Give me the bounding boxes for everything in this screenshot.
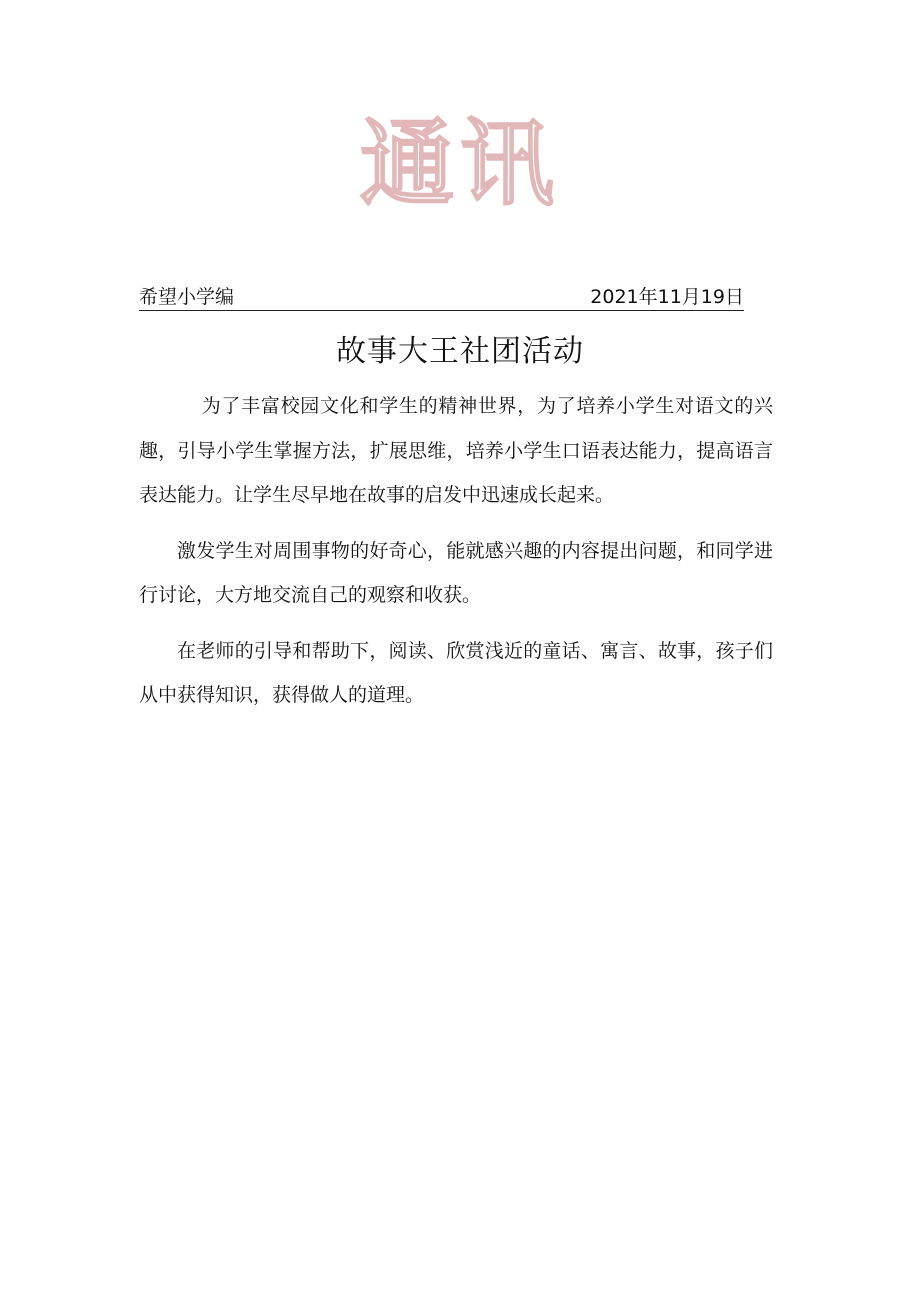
paragraph-1: 为了丰富校园文化和学生的精神世界，为了培养小学生对语文的兴趣，引导小学生掌握方法，扩展思维，培养小学生口语表达能力，提高语言表达能力。让学生尽早地在故事的启发中迅速成长起来。 bbox=[139, 395, 773, 506]
paragraph-2: 激发学生对周围事物的好奇心，能就感兴趣的内容提出问题，和同学进行讨论，大方地交流自己的观察和收获。 bbox=[139, 539, 773, 606]
header-line bbox=[139, 284, 744, 311]
article-title: 故事大王社团活动 bbox=[336, 334, 584, 369]
newsletter-masthead: 通讯 bbox=[359, 110, 560, 219]
article-body bbox=[139, 384, 773, 729]
editor-label: 希望小学编 bbox=[139, 286, 235, 308]
paragraph-3: 在老师的引导和帮助下，阅读、欣赏浅近的童话、寓言、故事，孩子们从中获得知识，获得做人的道理。 bbox=[139, 639, 773, 706]
issue-date: 2021年11月19日 bbox=[590, 286, 744, 308]
